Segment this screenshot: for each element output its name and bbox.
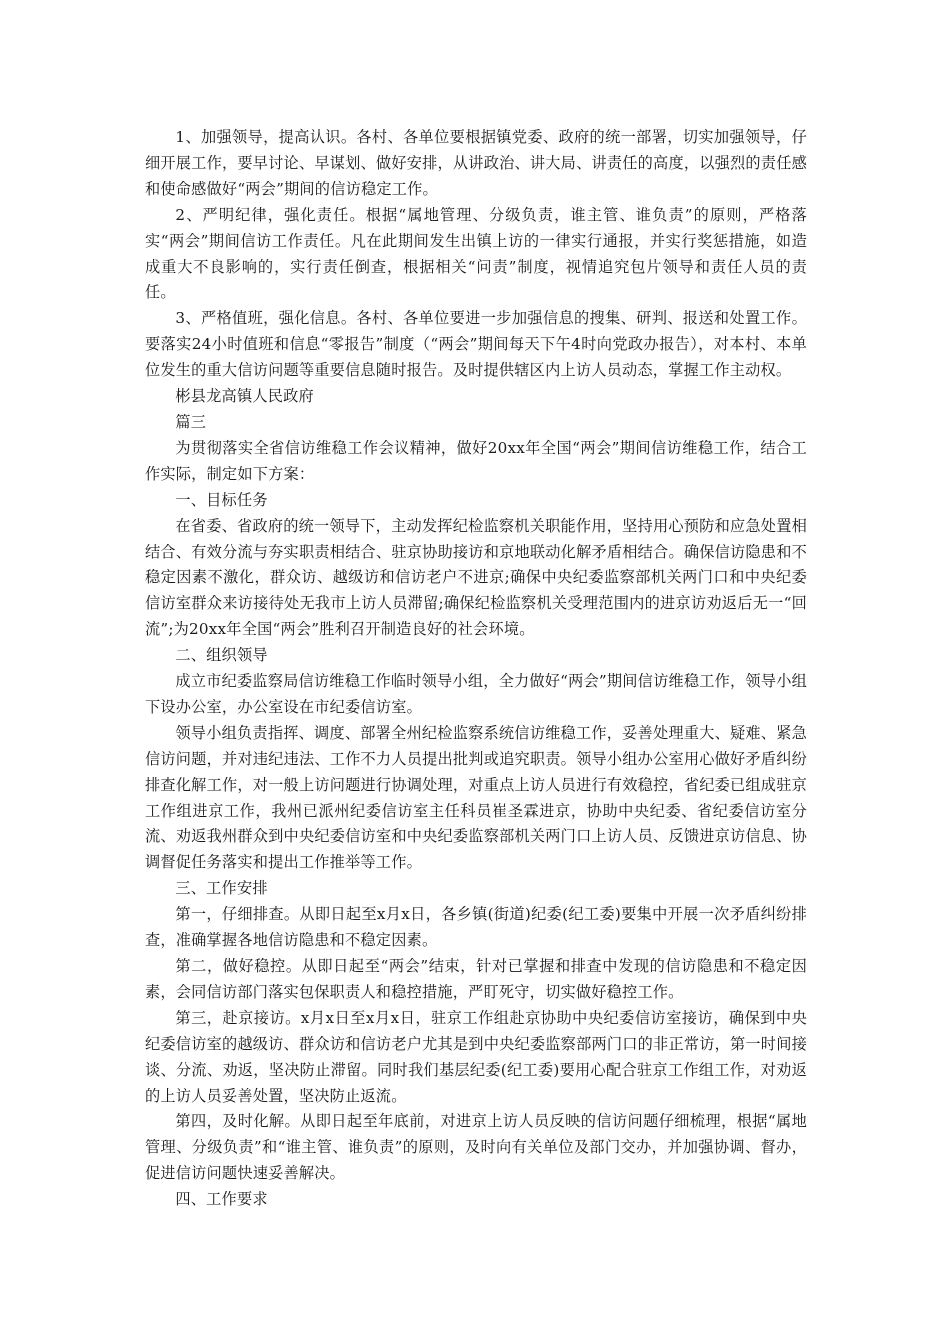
section-heading: 一、目标任务 — [175, 490, 268, 509]
paragraph: 第一，仔细排查。从即日起至x月x日，各乡镇(街道)纪委(纪工委)要集中开展一次矛盾纠纷排查，准确掌握各地信访隐患和不稳定因素。 — [145, 905, 807, 950]
signature-line: 彬县龙高镇人民政府 — [175, 387, 314, 406]
document-body — [145, 125, 807, 1213]
paragraph: 2、严明纪律，强化责任。根据“属地管理、分级负责，谁主管、谁负责”的原则，严格落实“两会”期间信访工作责任。凡在此期间发生出镇上访的一律实行通报，并实行奖惩措施，如造成重大不良影响的，实行责任倒查，根据相关“问责”制度，视情追究包片领导和责任人员的责任。 — [145, 205, 807, 302]
paragraph: 在省委、省政府的统一领导下，主动发挥纪检监察机关职能作用，坚持用心预防和应急处置相结合、有效分流与夯实职责相结合、驻京协助接访和京地联动化解矛盾相结合。确保信访隐患和不稳定因素不激化，群众访、越级访和信访老户不进京;确保中央纪委监察部机关两门口和中央纪委信访室群众来访接待处无我市上访人员滞留;确保纪检监察机关受理范围内的进京访劝返后无一“回流”;为20xx年全国“两会”胜利召开制造良好的社会环境。 — [145, 516, 807, 639]
paragraph: 第三，赴京接访。x月x日至x月x日，驻京工作组赴京协助中央纪委信访室接访，确保到中央纪委信访室的越级访、群众访和信访老户尤其是到中央纪委监察部两门口的非正常访，第一时间接谈、分流、劝返，坚决防止滞留。同时我们基层纪委(纪工委)要用心配合驻京工作组工作，对劝返的上访人员妥善处置，坚决防止返流。 — [145, 1008, 807, 1105]
paragraph: 成立市纪委监察局信访维稳工作临时领导小组，全力做好“两会”期间信访维稳工作，领导小组下设办公室，办公室设在市纪委信访室。 — [145, 672, 807, 716]
section-heading: 三、工作安排 — [175, 879, 268, 898]
paragraph: 第四，及时化解。从即日起至年底前，对进京上访人员反映的信访问题仔细梳理，根据“属地管理、分级负责”和“谁主管、谁负责”的原则，及时向有关单位及部门交办，并加强协调、督办，促进信访问题快速妥善解决。 — [145, 1112, 807, 1183]
paragraph: 3、严格值班，强化信息。各村、各单位要进一步加强信息的搜集、研判、报送和处置工作。要落实24小时值班和信息“零报告”制度（“两会”期间每天下午4时向党政办报告），对本村、本单位发生的重大信访问题等重要信息随时报告。及时提供辖区内上访人员动态，掌握工作主动权。 — [145, 309, 807, 380]
paragraph: 为贯彻落实全省信访维稳工作会议精神，做好20xx年全国“两会”期间信访维稳工作，结合工作实际，制定如下方案： — [145, 438, 807, 483]
section-heading: 四、工作要求 — [175, 1190, 268, 1209]
section-heading: 二、组织领导 — [175, 646, 268, 665]
paragraph: 领导小组负责指挥、调度、部署全州纪检监察系统信访维稳工作，妥善处理重大、疑难、紧急信访问题，并对违纪违法、工作不力人员提出批判或追究职责。领导小组办公室用心做好矛盾纠纷排查化解工作，对一般上访问题进行协调处理，对重点上访人员进行有效稳控，省纪委已组成驻京工作组进京工作，我州已派州纪委信访室主任科员崔圣霖进京，协助中央纪委、省纪委信访室分流、劝返我州群众到中央纪委信访室和中央纪委监察部机关两门口上访人员、反馈进京访信息、协调督促任务落实和提出工作推举等工作。 — [145, 723, 807, 872]
paragraph: 1、加强领导，提高认识。各村、各单位要根据镇党委、政府的统一部署，切实加强领导，仔细开展工作，要早讨论、早谋划、做好安排，从讲政治、讲大局、讲责任的高度，以强烈的责任感和使命感做好“两会”期间的信访稳定工作。 — [145, 128, 807, 198]
section-title: 篇三 — [175, 412, 207, 431]
paragraph: 第二，做好稳控。从即日起至“两会”结束，针对已掌握和排查中发现的信访隐患和不稳定因素，会同信访部门落实包保职责人和稳控措施，严盯死守，切实做好稳控工作。 — [145, 957, 807, 1001]
